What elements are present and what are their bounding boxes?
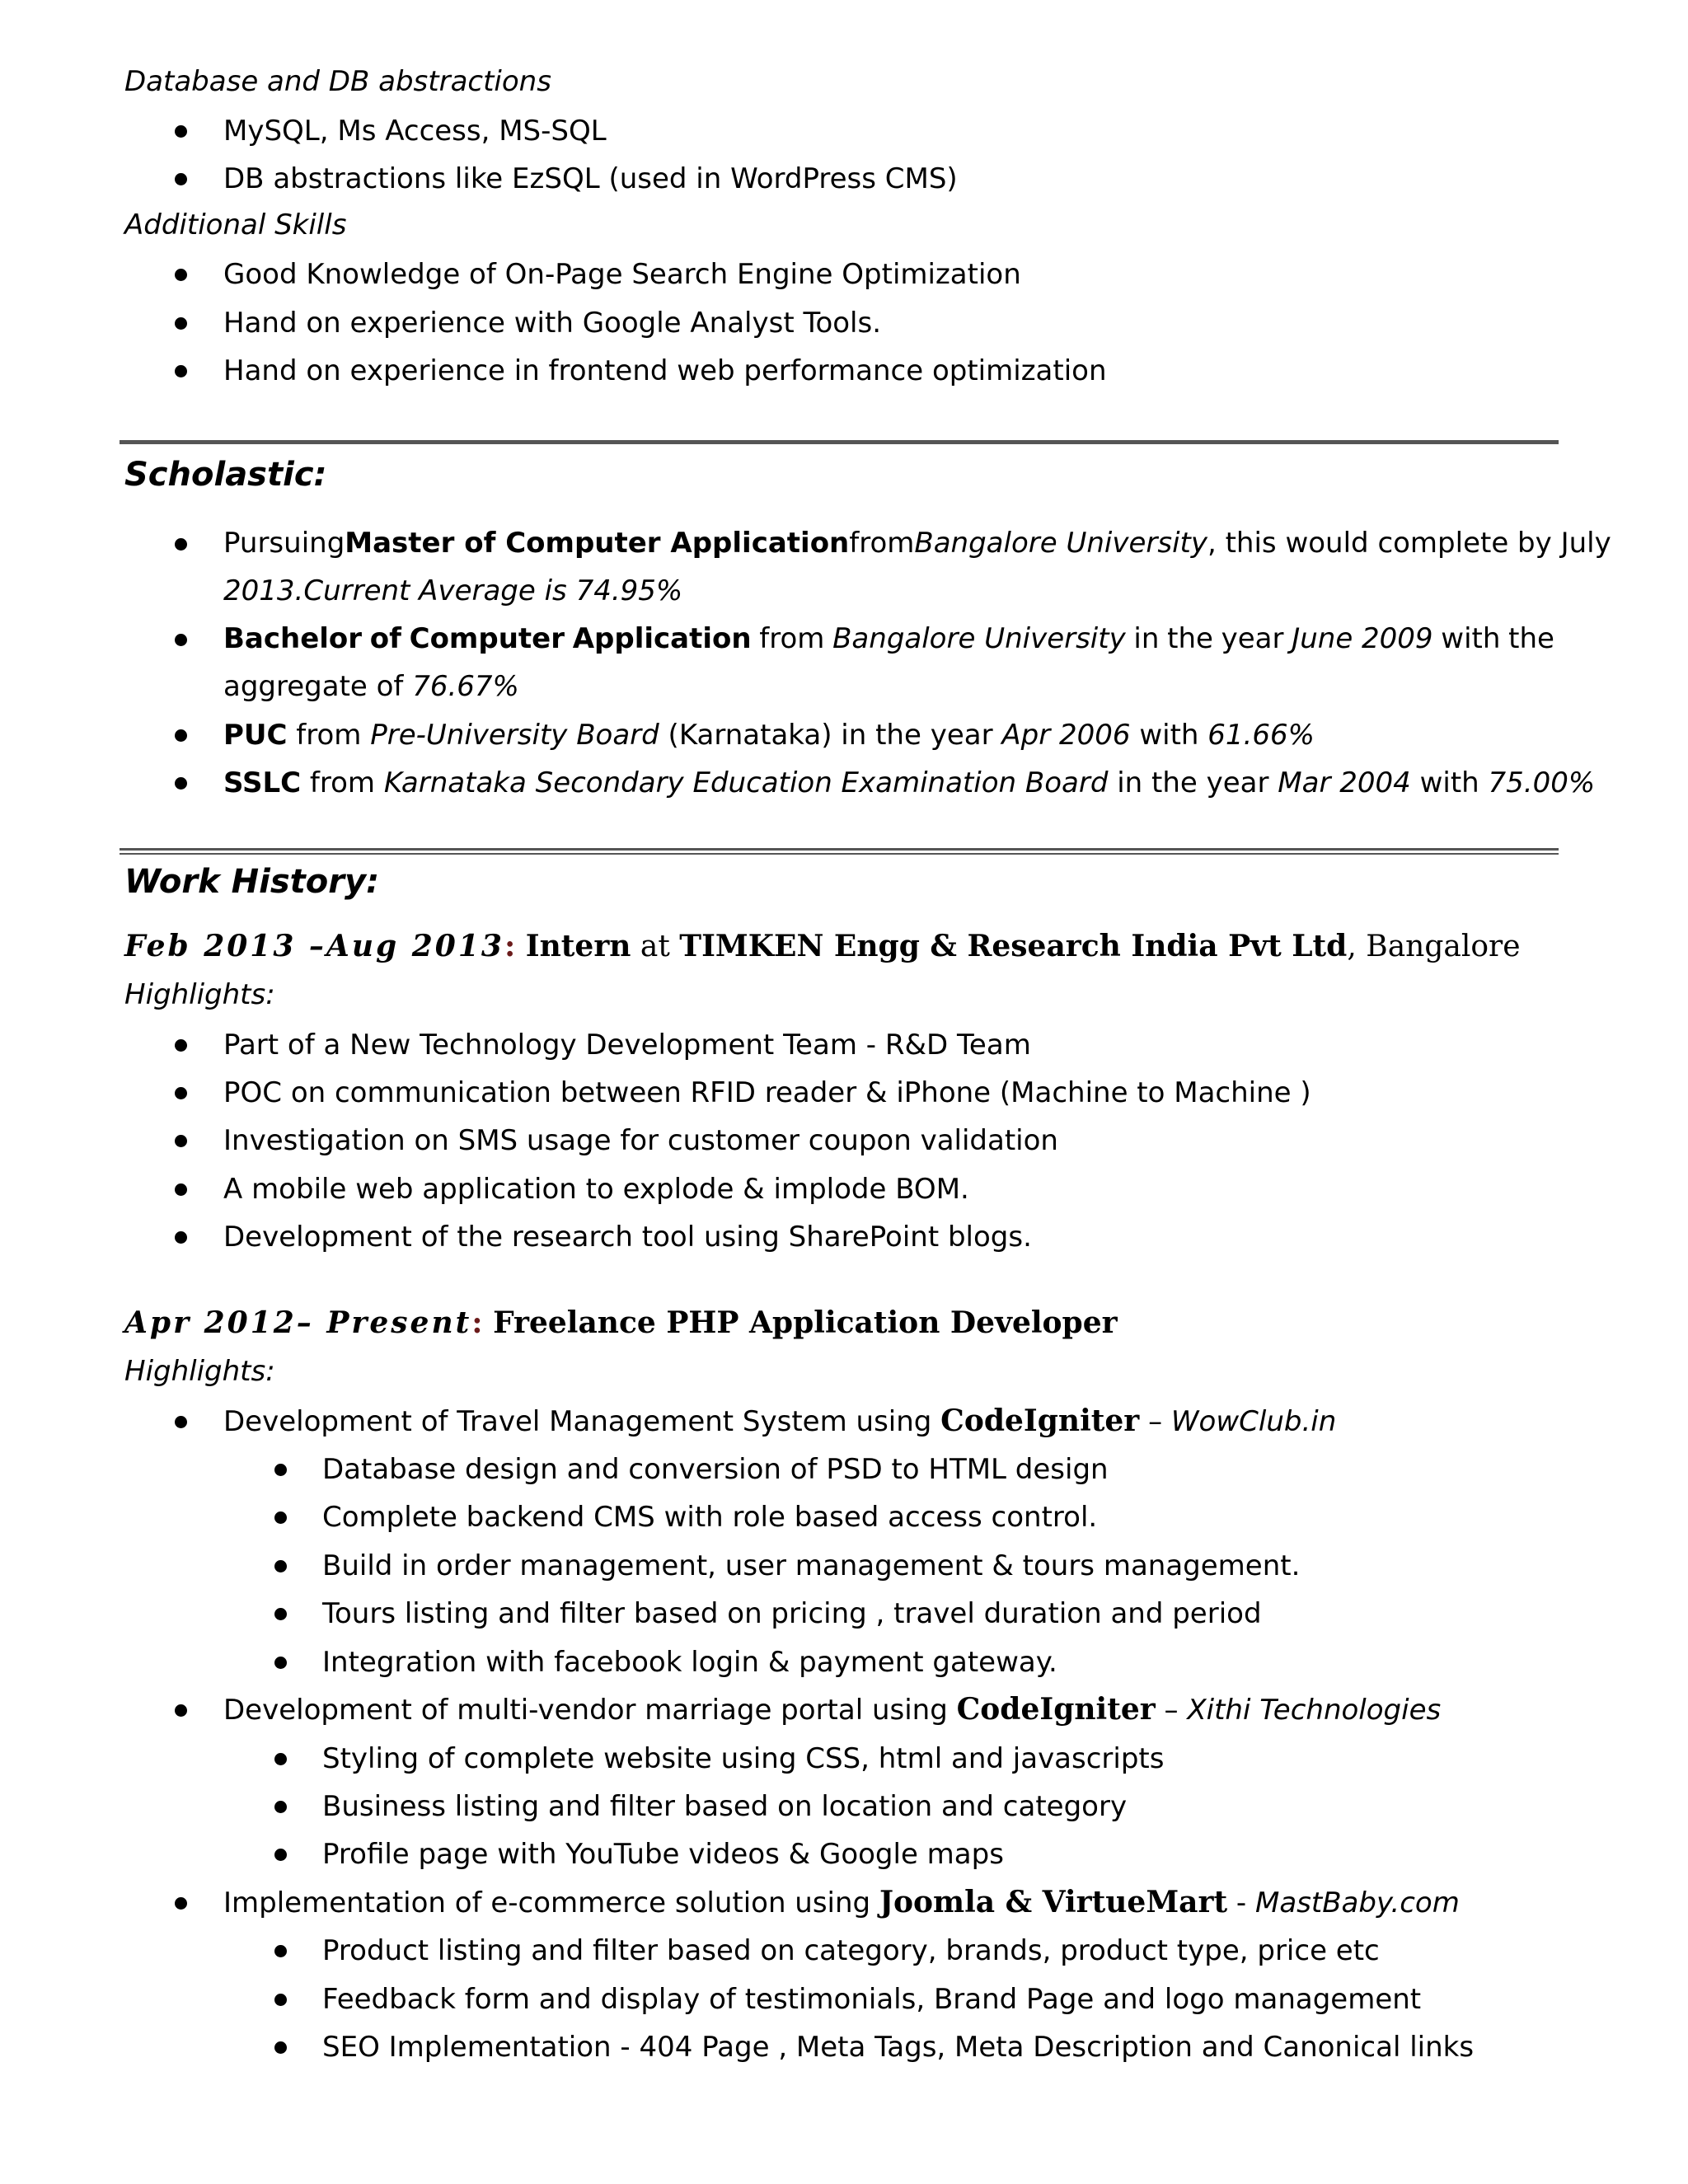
- mca-word: Pursuing: [223, 527, 345, 560]
- bullet-icon: [175, 1135, 187, 1147]
- bullet-icon: [175, 729, 187, 742]
- bca-date: June 2009: [1292, 622, 1433, 655]
- bullet-icon: [175, 173, 187, 185]
- bca-word: of: [369, 622, 401, 655]
- mca-from: from: [849, 527, 915, 560]
- project-subitem: Tours listing and filter based on pricing , travel duration and period: [322, 1597, 1262, 1630]
- bullet-icon: [274, 1560, 287, 1572]
- mca-degree: Master of Computer Application: [345, 527, 850, 560]
- project-subitem: Complete backend CMS with role based access control.: [322, 1501, 1098, 1534]
- project-subitem: Build in order management, user management & tours management.: [322, 1549, 1301, 1582]
- bullet-icon: [175, 125, 187, 138]
- bullet-icon: [274, 1945, 287, 1957]
- puc-line: PUC from Pre-University Board (Karnataka) in the year Apr 2006 with 61.66%: [223, 719, 1315, 752]
- highlight-item: Part of a New Technology Development Team - R&D Team: [223, 1029, 1031, 1062]
- project-client: MastBaby.com: [1254, 1886, 1460, 1919]
- bullet-icon: [175, 1897, 187, 1910]
- bullet-icon: [175, 1183, 187, 1196]
- mca-university: Bangalore University, this would complete by July: [914, 527, 1611, 560]
- project-subitem: Integration with facebook login & payment gateway.: [322, 1646, 1057, 1679]
- project-item: Implementation of e-commerce solution using Joomla & VirtueMart - MastBaby.com: [223, 1885, 1460, 1919]
- project-subitem: Product listing and filter based on category, brands, product type, price etc: [322, 1934, 1380, 1967]
- bullet-icon: [274, 1464, 287, 1476]
- sslc-line: SSLC from Karnataka Secondary Education Examination Board in the year Mar 2004 with 75.00%: [223, 766, 1596, 799]
- highlight-item: Development of the research tool using SharePoint blogs.: [223, 1221, 1032, 1254]
- project-subitem: Database design and conversion of PSD to HTML design: [322, 1453, 1109, 1486]
- bullet-icon: [175, 777, 187, 790]
- project-subitem: Styling of complete website using CSS, html and javascripts: [322, 1742, 1165, 1775]
- bca-line-2: aggregate of 76.67%: [223, 670, 519, 703]
- job-role: Intern: [525, 929, 631, 963]
- highlights-label: Highlights:: [124, 978, 275, 1011]
- bullet-icon: [274, 1849, 287, 1861]
- project-subitem: Profile page with YouTube videos & Google maps: [322, 1838, 1004, 1871]
- project-tech: CodeIgniter: [940, 1404, 1140, 1438]
- bca-word: with: [1441, 622, 1501, 655]
- bullet-icon: [274, 2041, 287, 2054]
- job-dates: Feb 2013 –Aug 2013: [124, 929, 504, 963]
- bullet-icon: [175, 317, 187, 330]
- mca-line: [223, 527, 1611, 560]
- section-divider: [120, 848, 1559, 851]
- project-subitem: SEO Implementation - 404 Page , Meta Tags, Meta Description and Canonical links: [322, 2031, 1475, 2064]
- bullet-icon: [175, 634, 187, 646]
- project-item: Development of multi-vendor marriage portal using CodeIgniter – Xithi Technologies: [223, 1692, 1442, 1727]
- bullet-icon: [175, 1231, 187, 1244]
- job-dates: Apr 2012– Present: [124, 1305, 472, 1340]
- bullet-icon: [274, 1753, 287, 1765]
- bca-word: Bachelor: [223, 622, 363, 655]
- additional-skills-title: Additional Skills: [124, 209, 347, 241]
- bullet-icon: [274, 1801, 287, 1813]
- bullet-icon: [274, 1608, 287, 1620]
- bullet-icon: [175, 1039, 187, 1052]
- bca-word: the: [1508, 622, 1554, 655]
- section-divider: [120, 853, 1559, 855]
- project-tech: Joomla & VirtueMart: [879, 1885, 1228, 1919]
- project-client: WowClub.in: [1170, 1405, 1337, 1438]
- db-item: DB abstractions like EzSQL (used in WordPress CMS): [223, 162, 958, 195]
- highlight-item: POC on communication between RFID reader & iPhone (Machine to Machine ): [223, 1076, 1311, 1109]
- highlight-item: Investigation on SMS usage for customer coupon validation: [223, 1124, 1058, 1157]
- highlight-item: A mobile web application to explode & implode BOM.: [223, 1173, 969, 1206]
- bca-word: year: [1221, 622, 1284, 655]
- bca-word: the: [1167, 622, 1213, 655]
- bullet-icon: [175, 1087, 187, 1099]
- job-2-header: Apr 2012– Present: Freelance PHP Application Developer: [124, 1305, 1118, 1340]
- skill-item: Hand on experience with Google Analyst Tools.: [223, 307, 882, 340]
- bullet-icon: [274, 1994, 287, 2006]
- bca-word: Computer: [409, 622, 565, 655]
- bullet-icon: [175, 1704, 187, 1717]
- project-tech: CodeIgniter: [956, 1692, 1156, 1727]
- job-1-header: Feb 2013 –Aug 2013: Intern at TIMKEN Engg & Research India Pvt Ltd, Bangalore: [124, 929, 1521, 963]
- job-company: TIMKEN Engg & Research India Pvt Ltd: [679, 929, 1348, 963]
- project-subitem: Feedback form and display of testimonials, Brand Page and logo management: [322, 1983, 1422, 2016]
- work-history-heading: Work History:: [124, 863, 380, 901]
- bca-word: from: [759, 622, 825, 655]
- skill-item: Hand on experience in frontend web performance optimization: [223, 354, 1107, 387]
- bullet-icon: [175, 269, 187, 281]
- bullet-icon: [175, 538, 187, 551]
- bca-university: Bangalore University: [832, 622, 1126, 655]
- mca-line-2: 2013.Current Average is 74.95%: [223, 574, 683, 607]
- bullet-icon: [175, 365, 187, 377]
- project-item: Development of Travel Management System using CodeIgniter – WowClub.in: [223, 1404, 1337, 1438]
- bullet-icon: [274, 1511, 287, 1524]
- scholastic-heading: Scholastic:: [124, 456, 327, 494]
- bca-line: [223, 622, 1554, 655]
- project-client: Xithi Technologies: [1187, 1694, 1442, 1727]
- project-subitem: Business listing and filter based on location and category: [322, 1790, 1128, 1823]
- bullet-icon: [274, 1657, 287, 1669]
- skill-item: Good Knowledge of On-Page Search Engine Optimization: [223, 258, 1021, 291]
- db-section-title: Database and DB abstractions: [124, 65, 551, 98]
- bullet-icon: [175, 1416, 187, 1428]
- highlights-label: Highlights:: [124, 1355, 275, 1388]
- db-item: MySQL, Ms Access, MS-SQL: [223, 115, 607, 148]
- bca-word: Application: [572, 622, 752, 655]
- bca-word: in: [1133, 622, 1160, 655]
- bca-aggregate: 76.67%: [412, 670, 519, 703]
- section-divider: [120, 440, 1559, 444]
- job-role: Freelance PHP Application Developer: [493, 1305, 1118, 1340]
